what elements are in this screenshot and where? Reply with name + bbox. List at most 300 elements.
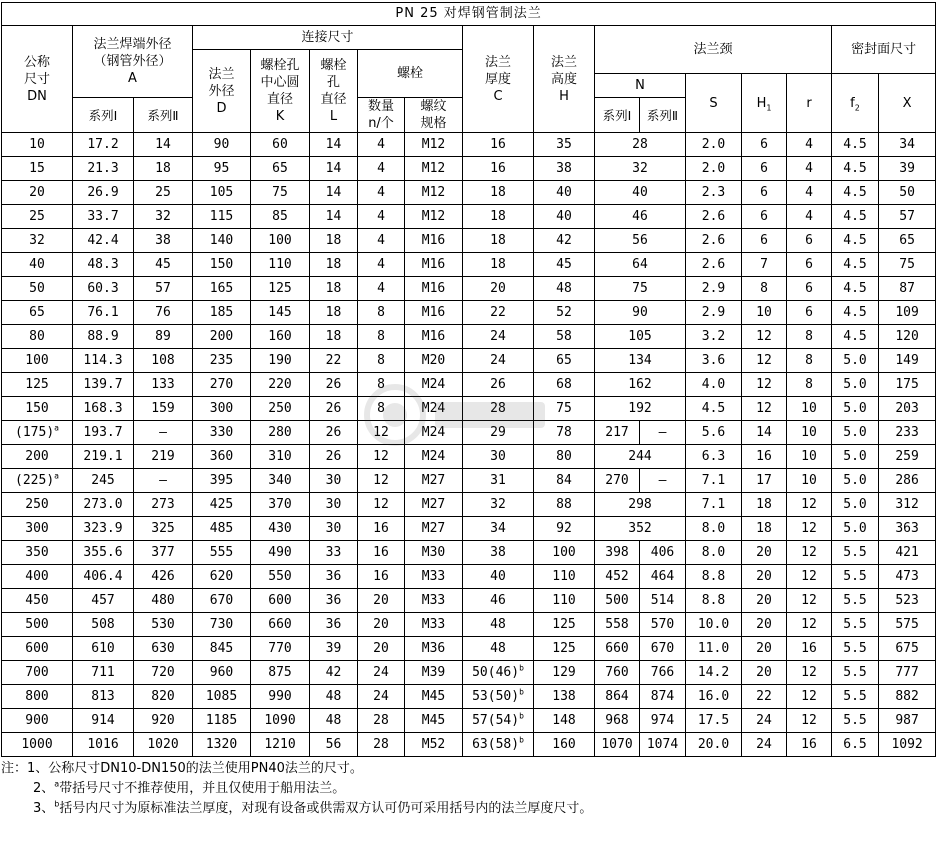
cell-n: 105 <box>595 325 686 349</box>
cell-dn: 50 <box>2 277 73 301</box>
note-1: 注：1、公称尺寸DN10-DN150的法兰使用PN40法兰的尺寸。 <box>1 761 363 776</box>
cell-bolt-thread: M24 <box>405 397 463 421</box>
cell-l: 18 <box>310 253 358 277</box>
cell-a-series2: 325 <box>134 517 193 541</box>
cell-s: 14.2 <box>686 661 742 685</box>
cell-a-series1: 914 <box>73 709 134 733</box>
cell-a-series2: — <box>134 421 193 445</box>
cell-bolt-qty: 8 <box>358 373 405 397</box>
cell-l: 30 <box>310 469 358 493</box>
cell-n-series1: 398 <box>595 541 640 565</box>
cell-h: 84 <box>534 469 595 493</box>
cell-dn: 40 <box>2 253 73 277</box>
cell-k: 220 <box>251 373 310 397</box>
cell-a-series2: 133 <box>134 373 193 397</box>
cell-n-series1: 760 <box>595 661 640 685</box>
cell-bolt-qty: 20 <box>358 613 405 637</box>
table-row <box>2 589 936 613</box>
cell-l: 36 <box>310 589 358 613</box>
cell-k: 190 <box>251 349 310 373</box>
cell-h1: 12 <box>742 373 787 397</box>
cell-c: 28 <box>463 397 534 421</box>
header-seal: 密封面尺寸 <box>832 26 936 74</box>
cell-c: 30 <box>463 445 534 469</box>
cell-k: 340 <box>251 469 310 493</box>
header-d: 法兰 外径 D <box>193 50 251 133</box>
cell-d: 1320 <box>193 733 251 757</box>
cell-s: 6.3 <box>686 445 742 469</box>
cell-h1: 6 <box>742 229 787 253</box>
cell-c: 29 <box>463 421 534 445</box>
cell-l: 18 <box>310 325 358 349</box>
table-row <box>2 181 936 205</box>
cell-x: 175 <box>879 373 936 397</box>
cell-r: 12 <box>787 709 832 733</box>
cell-c: 22 <box>463 301 534 325</box>
cell-h1: 12 <box>742 349 787 373</box>
cell-n-series1: 864 <box>595 685 640 709</box>
cell-f2: 4.5 <box>832 181 879 205</box>
cell-x: 34 <box>879 133 936 157</box>
cell-f2: 5.5 <box>832 589 879 613</box>
cell-a-series1: 355.6 <box>73 541 134 565</box>
cell-l: 18 <box>310 301 358 325</box>
cell-l: 42 <box>310 661 358 685</box>
cell-h: 148 <box>534 709 595 733</box>
header-h: 法兰 高度 H <box>534 26 595 133</box>
cell-a-series2: 273 <box>134 493 193 517</box>
cell-f2: 4.5 <box>832 277 879 301</box>
cell-a-series1: 813 <box>73 685 134 709</box>
cell-s: 2.6 <box>686 253 742 277</box>
cell-dn: $(175)^a$ <box>2 421 73 445</box>
cell-n-series2: — <box>640 421 686 445</box>
header-n-series1: 系列Ⅰ <box>595 98 640 133</box>
cell-a-series2: 159 <box>134 397 193 421</box>
cell-k: 1210 <box>251 733 310 757</box>
cell-h: 125 <box>534 613 595 637</box>
cell-c: 32 <box>463 493 534 517</box>
cell-bolt-qty: 4 <box>358 277 405 301</box>
cell-bolt-thread: M16 <box>405 325 463 349</box>
cell-n: 56 <box>595 229 686 253</box>
cell-c: 46 <box>463 589 534 613</box>
cell-h1: 14 <box>742 421 787 445</box>
cell-s: 2.0 <box>686 157 742 181</box>
cell-a-series2: 38 <box>134 229 193 253</box>
cell-h1: 20 <box>742 565 787 589</box>
cell-dn: 100 <box>2 349 73 373</box>
cell-bolt-thread: M39 <box>405 661 463 685</box>
cell-n-series1: 558 <box>595 613 640 637</box>
header-dn: 公称 尺寸 DN <box>2 26 73 133</box>
header-bolt-qty: 数量 n/个 <box>358 98 405 133</box>
cell-bolt-thread: M33 <box>405 589 463 613</box>
cell-s: 5.6 <box>686 421 742 445</box>
cell-bolt-qty: 24 <box>358 685 405 709</box>
cell-l: 14 <box>310 133 358 157</box>
cell-bolt-qty: 4 <box>358 229 405 253</box>
header-neck: 法兰颈 <box>595 26 832 74</box>
cell-h: 125 <box>534 637 595 661</box>
cell-bolt-qty: 8 <box>358 301 405 325</box>
cell-dn: $(225)^a$ <box>2 469 73 493</box>
cell-k: 145 <box>251 301 310 325</box>
cell-k: 770 <box>251 637 310 661</box>
cell-n-series2: 406 <box>640 541 686 565</box>
cell-a-series1: 21.3 <box>73 157 134 181</box>
cell-s: 4.5 <box>686 397 742 421</box>
cell-h: 52 <box>534 301 595 325</box>
cell-h1: 6 <box>742 181 787 205</box>
cell-a-series1: 273.0 <box>73 493 134 517</box>
cell-a-series1: 245 <box>73 469 134 493</box>
cell-a-series2: 18 <box>134 157 193 181</box>
cell-h: 35 <box>534 133 595 157</box>
table-row <box>2 493 936 517</box>
cell-h1: 16 <box>742 445 787 469</box>
cell-h: 129 <box>534 661 595 685</box>
header-c: 法兰 厚度 C <box>463 26 534 133</box>
cell-k: 280 <box>251 421 310 445</box>
cell-x: 65 <box>879 229 936 253</box>
cell-n: 192 <box>595 397 686 421</box>
cell-bolt-thread: M12 <box>405 205 463 229</box>
cell-s: 17.5 <box>686 709 742 733</box>
cell-c: $63(58)^b$ <box>463 733 534 757</box>
cell-bolt-qty: 4 <box>358 205 405 229</box>
cell-d: 620 <box>193 565 251 589</box>
cell-c: $57(54)^b$ <box>463 709 534 733</box>
cell-x: 286 <box>879 469 936 493</box>
cell-l: 30 <box>310 493 358 517</box>
cell-l: 33 <box>310 541 358 565</box>
cell-k: 550 <box>251 565 310 589</box>
cell-a-series1: 60.3 <box>73 277 134 301</box>
cell-d: 330 <box>193 421 251 445</box>
cell-r: 12 <box>787 565 832 589</box>
cell-h1: 18 <box>742 517 787 541</box>
cell-n-series2: 974 <box>640 709 686 733</box>
cell-a-series1: 33.7 <box>73 205 134 229</box>
cell-d: 270 <box>193 373 251 397</box>
cell-l: 26 <box>310 373 358 397</box>
cell-d: 185 <box>193 301 251 325</box>
header-s: S <box>686 74 742 133</box>
cell-h1: 20 <box>742 541 787 565</box>
cell-k: 110 <box>251 253 310 277</box>
header-a-series1: 系列Ⅰ <box>73 98 134 133</box>
cell-a-series1: 457 <box>73 589 134 613</box>
cell-a-series2: 32 <box>134 205 193 229</box>
cell-d: 1085 <box>193 685 251 709</box>
cell-c: 20 <box>463 277 534 301</box>
table-row <box>2 541 936 565</box>
cell-a-series1: 48.3 <box>73 253 134 277</box>
cell-bolt-qty: 16 <box>358 541 405 565</box>
cell-k: 430 <box>251 517 310 541</box>
cell-f2: 5.5 <box>832 613 879 637</box>
table-row <box>2 613 936 637</box>
cell-k: 75 <box>251 181 310 205</box>
cell-bolt-qty: 12 <box>358 469 405 493</box>
cell-n: 75 <box>595 277 686 301</box>
cell-r: 4 <box>787 205 832 229</box>
cell-a-series2: 377 <box>134 541 193 565</box>
cell-n-series1: 500 <box>595 589 640 613</box>
cell-h: 78 <box>534 421 595 445</box>
cell-c: 18 <box>463 229 534 253</box>
cell-a-series2: 1020 <box>134 733 193 757</box>
cell-c: 38 <box>463 541 534 565</box>
cell-f2: 4.5 <box>832 253 879 277</box>
cell-h1: 22 <box>742 685 787 709</box>
cell-x: 203 <box>879 397 936 421</box>
cell-x: 575 <box>879 613 936 637</box>
cell-s: 7.1 <box>686 493 742 517</box>
table-row <box>2 133 936 157</box>
header-f2: $f_2$ <box>832 74 879 133</box>
cell-s: 2.3 <box>686 181 742 205</box>
cell-f2: 5.0 <box>832 493 879 517</box>
cell-c: 16 <box>463 157 534 181</box>
cell-n-series2: 766 <box>640 661 686 685</box>
cell-x: 312 <box>879 493 936 517</box>
cell-f2: 5.5 <box>832 637 879 661</box>
cell-n-series2: 670 <box>640 637 686 661</box>
cell-r: 16 <box>787 733 832 757</box>
table-row <box>2 301 936 325</box>
cell-d: 95 <box>193 157 251 181</box>
table-title: PN 25 对焊钢管制法兰 <box>2 3 936 26</box>
cell-r: 10 <box>787 469 832 493</box>
cell-k: 85 <box>251 205 310 229</box>
cell-dn: 700 <box>2 661 73 685</box>
cell-r: 12 <box>787 685 832 709</box>
cell-f2: 4.5 <box>832 325 879 349</box>
cell-k: 490 <box>251 541 310 565</box>
cell-dn: 25 <box>2 205 73 229</box>
cell-a-series2: 76 <box>134 301 193 325</box>
cell-a-series1: 139.7 <box>73 373 134 397</box>
cell-bolt-thread: M12 <box>405 157 463 181</box>
cell-a-series1: 508 <box>73 613 134 637</box>
cell-x: 109 <box>879 301 936 325</box>
cell-d: 555 <box>193 541 251 565</box>
cell-c: 31 <box>463 469 534 493</box>
cell-bolt-thread: M33 <box>405 613 463 637</box>
cell-d: 200 <box>193 325 251 349</box>
cell-n-series2: — <box>640 469 686 493</box>
cell-f2: 5.0 <box>832 517 879 541</box>
cell-h: 138 <box>534 685 595 709</box>
cell-dn: 250 <box>2 493 73 517</box>
document <box>1 2 935 819</box>
cell-f2: 5.0 <box>832 397 879 421</box>
cell-h1: 17 <box>742 469 787 493</box>
cell-a-series1: 17.2 <box>73 133 134 157</box>
cell-k: 310 <box>251 445 310 469</box>
cell-dn: 65 <box>2 301 73 325</box>
cell-n: 134 <box>595 349 686 373</box>
cell-s: 11.0 <box>686 637 742 661</box>
cell-dn: 125 <box>2 373 73 397</box>
cell-f2: 5.0 <box>832 445 879 469</box>
cell-d: 115 <box>193 205 251 229</box>
cell-x: 473 <box>879 565 936 589</box>
cell-h1: 6 <box>742 205 787 229</box>
cell-h1: 24 <box>742 733 787 757</box>
cell-s: 10.0 <box>686 613 742 637</box>
table-row <box>2 325 936 349</box>
cell-n: 352 <box>595 517 686 541</box>
cell-r: 6 <box>787 277 832 301</box>
header-bolt-thread: 螺纹 规格 <box>405 98 463 133</box>
table-row <box>2 469 936 493</box>
cell-l: 30 <box>310 517 358 541</box>
cell-f2: 4.5 <box>832 301 879 325</box>
cell-h: 88 <box>534 493 595 517</box>
cell-bolt-thread: M16 <box>405 229 463 253</box>
cell-n: 40 <box>595 181 686 205</box>
cell-k: 1090 <box>251 709 310 733</box>
cell-n-series1: 270 <box>595 469 640 493</box>
cell-r: 8 <box>787 349 832 373</box>
cell-r: 6 <box>787 229 832 253</box>
cell-n: 162 <box>595 373 686 397</box>
cell-a-series1: 323.9 <box>73 517 134 541</box>
cell-h1: 18 <box>742 493 787 517</box>
cell-x: 363 <box>879 517 936 541</box>
cell-h1: 8 <box>742 277 787 301</box>
cell-h1: 6 <box>742 157 787 181</box>
cell-k: 65 <box>251 157 310 181</box>
cell-c: 18 <box>463 181 534 205</box>
cell-n: 90 <box>595 301 686 325</box>
cell-a-series2: 920 <box>134 709 193 733</box>
cell-l: 18 <box>310 277 358 301</box>
cell-s: 3.2 <box>686 325 742 349</box>
header-a: 法兰焊端外径 （钢管外径） A <box>73 26 193 98</box>
cell-d: 485 <box>193 517 251 541</box>
cell-a-series1: 406.4 <box>73 565 134 589</box>
cell-n: 32 <box>595 157 686 181</box>
cell-r: 6 <box>787 301 832 325</box>
cell-d: 845 <box>193 637 251 661</box>
cell-s: 7.1 <box>686 469 742 493</box>
cell-c: 40 <box>463 565 534 589</box>
cell-d: 90 <box>193 133 251 157</box>
cell-l: 26 <box>310 397 358 421</box>
cell-f2: 5.5 <box>832 661 879 685</box>
cell-d: 105 <box>193 181 251 205</box>
cell-k: 370 <box>251 493 310 517</box>
cell-r: 16 <box>787 637 832 661</box>
cell-a-series1: 26.9 <box>73 181 134 205</box>
cell-x: 39 <box>879 157 936 181</box>
cell-l: 26 <box>310 445 358 469</box>
header-n: N <box>595 74 686 98</box>
cell-r: 10 <box>787 397 832 421</box>
cell-h: 100 <box>534 541 595 565</box>
cell-a-series2: 108 <box>134 349 193 373</box>
cell-c: 16 <box>463 133 534 157</box>
cell-l: 14 <box>310 157 358 181</box>
cell-l: 14 <box>310 181 358 205</box>
cell-n-series1: 1070 <box>595 733 640 757</box>
cell-x: 675 <box>879 637 936 661</box>
cell-bolt-thread: M12 <box>405 181 463 205</box>
cell-s: 2.6 <box>686 205 742 229</box>
cell-bolt-qty: 12 <box>358 421 405 445</box>
cell-a-series2: 14 <box>134 133 193 157</box>
cell-bolt-qty: 4 <box>358 133 405 157</box>
cell-dn: 150 <box>2 397 73 421</box>
cell-s: 20.0 <box>686 733 742 757</box>
header-l: 螺栓 孔 直径 L <box>310 50 358 133</box>
cell-a-series2: 820 <box>134 685 193 709</box>
cell-bolt-qty: 8 <box>358 397 405 421</box>
cell-bolt-thread: M27 <box>405 469 463 493</box>
cell-bolt-qty: 4 <box>358 181 405 205</box>
cell-h: 110 <box>534 589 595 613</box>
cell-k: 160 <box>251 325 310 349</box>
table-row <box>2 205 936 229</box>
cell-bolt-qty: 16 <box>358 565 405 589</box>
cell-l: 48 <box>310 685 358 709</box>
cell-a-series1: 88.9 <box>73 325 134 349</box>
cell-a-series2: 480 <box>134 589 193 613</box>
cell-r: 4 <box>787 133 832 157</box>
cell-a-series2: 426 <box>134 565 193 589</box>
cell-bolt-thread: M20 <box>405 349 463 373</box>
table-row <box>2 421 936 445</box>
cell-bolt-thread: M24 <box>405 373 463 397</box>
cell-f2: 4.5 <box>832 133 879 157</box>
cell-n: 64 <box>595 253 686 277</box>
cell-h: 75 <box>534 397 595 421</box>
cell-x: 233 <box>879 421 936 445</box>
cell-c: $53(50)^b$ <box>463 685 534 709</box>
cell-a-series1: 193.7 <box>73 421 134 445</box>
cell-bolt-qty: 28 <box>358 733 405 757</box>
cell-dn: 450 <box>2 589 73 613</box>
cell-r: 12 <box>787 493 832 517</box>
cell-k: 250 <box>251 397 310 421</box>
cell-x: 75 <box>879 253 936 277</box>
table-row <box>2 685 936 709</box>
table-row <box>2 349 936 373</box>
header-a-series2: 系列Ⅱ <box>134 98 193 133</box>
cell-c: 18 <box>463 253 534 277</box>
cell-n-series1: 660 <box>595 637 640 661</box>
header-x: X <box>879 74 936 133</box>
cell-bolt-qty: 12 <box>358 445 405 469</box>
cell-f2: 6.5 <box>832 733 879 757</box>
cell-bolt-qty: 4 <box>358 157 405 181</box>
cell-r: 4 <box>787 181 832 205</box>
cell-s: 8.8 <box>686 565 742 589</box>
cell-k: 125 <box>251 277 310 301</box>
header-connection: 连接尺寸 <box>193 26 463 50</box>
header-r: r <box>787 74 832 133</box>
cell-x: 87 <box>879 277 936 301</box>
cell-dn: 400 <box>2 565 73 589</box>
cell-x: 421 <box>879 541 936 565</box>
cell-x: 120 <box>879 325 936 349</box>
cell-r: 12 <box>787 541 832 565</box>
cell-f2: 5.5 <box>832 565 879 589</box>
